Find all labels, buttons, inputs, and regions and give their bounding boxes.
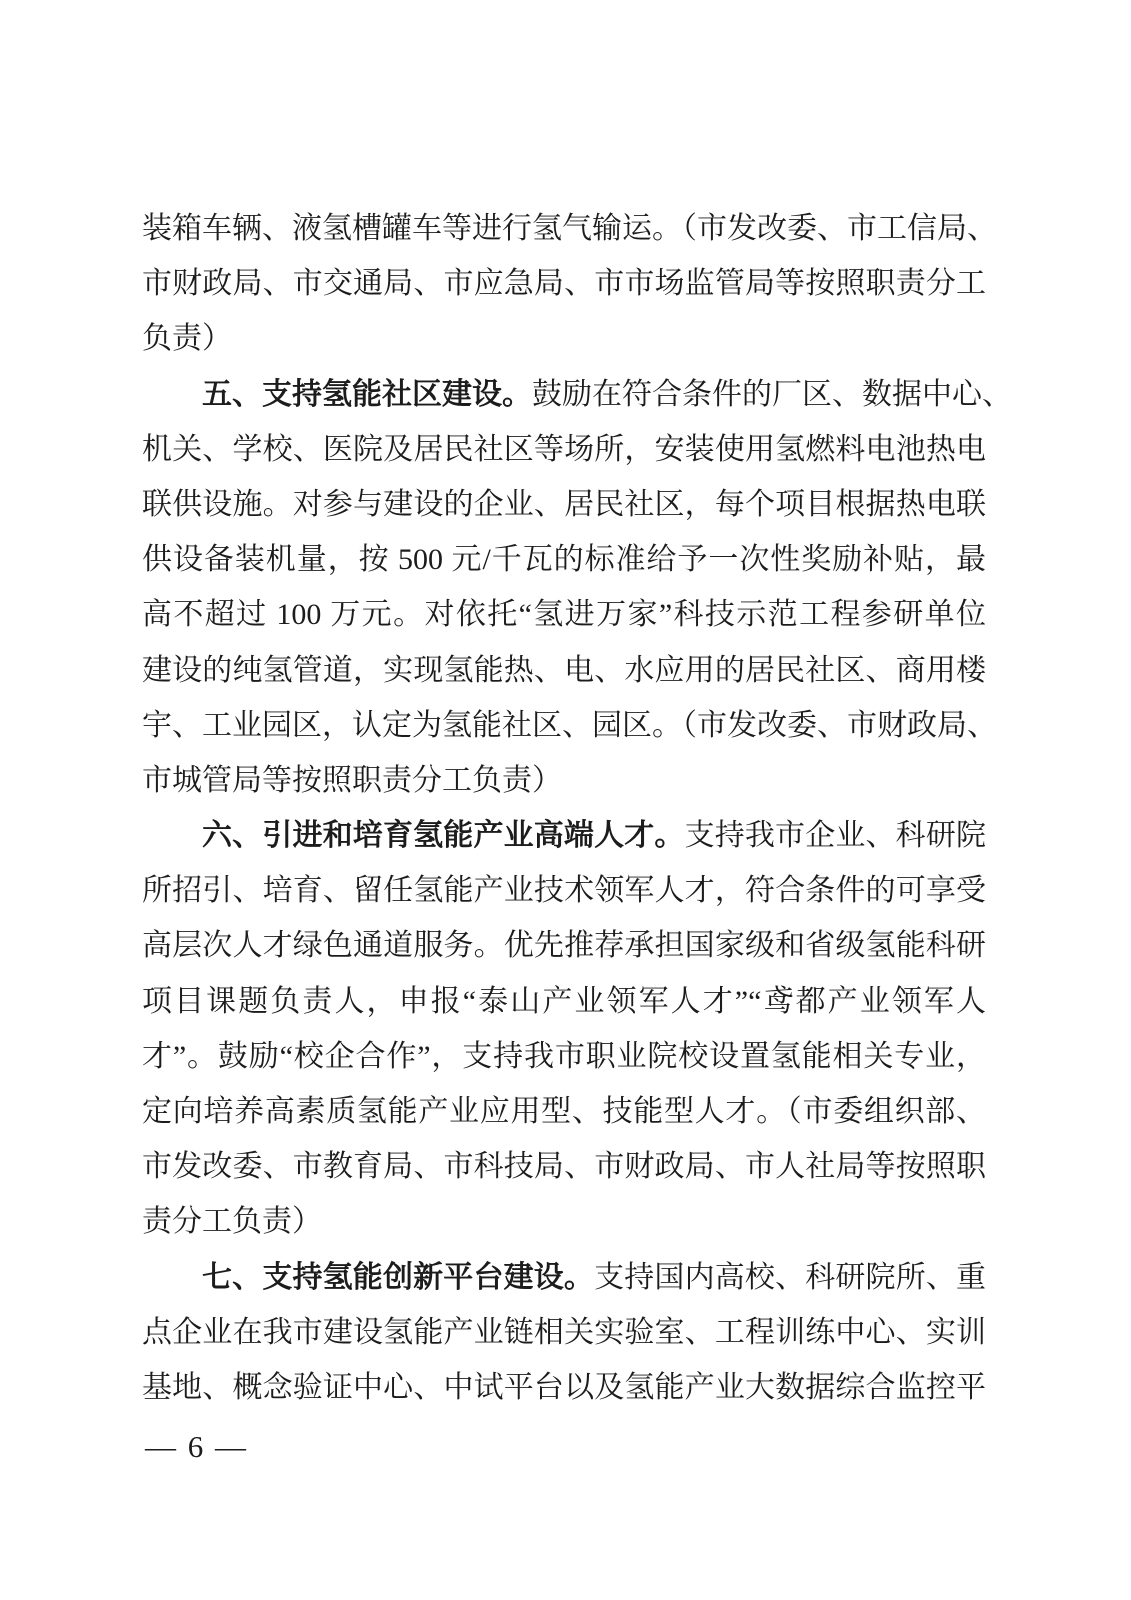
- text-segment: （市发改委、市财政局、: [682, 708, 997, 742]
- text-line: [142, 422, 986, 477]
- text-segment: 市城管局等按照职责分工负责）: [142, 763, 562, 797]
- section-heading: 五、支持氢能社区建设。: [202, 377, 532, 411]
- text-segment: 联供设施。对参与建设的企业、居民社区，每个项目根据热电联: [142, 487, 986, 521]
- text-line: [142, 587, 986, 642]
- text-segment: 负责）: [142, 322, 232, 356]
- page-number: — 6 —: [145, 1429, 248, 1464]
- text-segment: 才”。鼓励“校企合作”，支持我市职业院校设置氢能相关专业，: [142, 1039, 986, 1073]
- section-heading: 七、支持氢能创新平台建设。: [202, 1260, 595, 1294]
- text-line: [142, 1139, 986, 1194]
- text-segment: 装箱车辆、液氢槽罐车等进行氢气输运。: [142, 212, 682, 245]
- text-line: [142, 918, 986, 973]
- text-segment: 支持国内高校、科研院所、重: [594, 1260, 987, 1294]
- document-body: [142, 201, 1012, 1415]
- text-segment: 点企业在我市建设氢能产业链相关实验室、工程训练中心、实训: [142, 1315, 986, 1349]
- text-line: [142, 256, 986, 311]
- text-line: [142, 1250, 986, 1305]
- text-segment: 市发改委、市教育局、市科技局、市财政局、市人社局等按照职: [142, 1150, 986, 1184]
- text-segment: 建设的纯氢管道，实现氢能热、电、水应用的居民社区、商用楼: [142, 653, 986, 687]
- text-segment: 供设备装机量，按 500 元/千瓦的标准给予一次性奖励补贴，最: [142, 543, 986, 577]
- text-line: [142, 201, 997, 256]
- text-segment: 高不超过 100 万元。对依托“氢进万家”科技示范工程参研单位: [142, 598, 986, 632]
- text-segment: 高层次人才绿色通道服务。优先推荐承担国家级和省级氢能科研: [142, 929, 986, 963]
- text-line: [142, 477, 986, 532]
- section-heading: 六、引进和培育氢能产业高端人才。: [202, 819, 685, 853]
- text-segment: 定向培养高素质氢能产业应用型、技能型人才。: [142, 1095, 787, 1128]
- text-line: [142, 1084, 986, 1139]
- text-line: [142, 808, 986, 863]
- text-line: [142, 863, 986, 918]
- text-segment: 市财政局、市交通局、市应急局、市市场监管局等按照职责分工: [142, 267, 986, 301]
- text-segment: 支持我市企业、科研院: [684, 819, 987, 853]
- text-line: [142, 311, 986, 366]
- text-line: [142, 367, 1012, 422]
- text-segment: 宇、工业园区，认定为氢能社区、园区。: [142, 708, 682, 742]
- text-line: [142, 753, 986, 808]
- text-segment: 项目课题负责人，申报“泰山产业领军人才”“鸢都产业领军人: [142, 984, 986, 1018]
- text-segment: 机关、学校、医院及居民社区等场所，安装使用氢燃料电池热电: [142, 432, 986, 466]
- text-segment: （市委组织部、: [786, 1095, 987, 1128]
- text-line: [142, 698, 997, 753]
- text-segment: 基地、概念验证中心、中试平台以及氢能产业大数据综合监控平: [142, 1370, 986, 1404]
- text-line: [142, 1194, 986, 1249]
- text-segment: 所招引、培育、留任氢能产业技术领军人才，符合条件的可享受: [142, 874, 986, 908]
- text-segment: （市发改委、市工信局、: [682, 212, 997, 245]
- text-line: [142, 1305, 986, 1360]
- text-line: [142, 974, 986, 1029]
- text-line: [142, 1029, 986, 1084]
- text-line: [142, 532, 986, 587]
- text-segment: 鼓励在符合条件的厂区、数据中心、: [532, 377, 1012, 411]
- text-segment: 责分工负责）: [142, 1205, 322, 1239]
- text-line: [142, 1360, 986, 1415]
- text-line: [142, 643, 986, 698]
